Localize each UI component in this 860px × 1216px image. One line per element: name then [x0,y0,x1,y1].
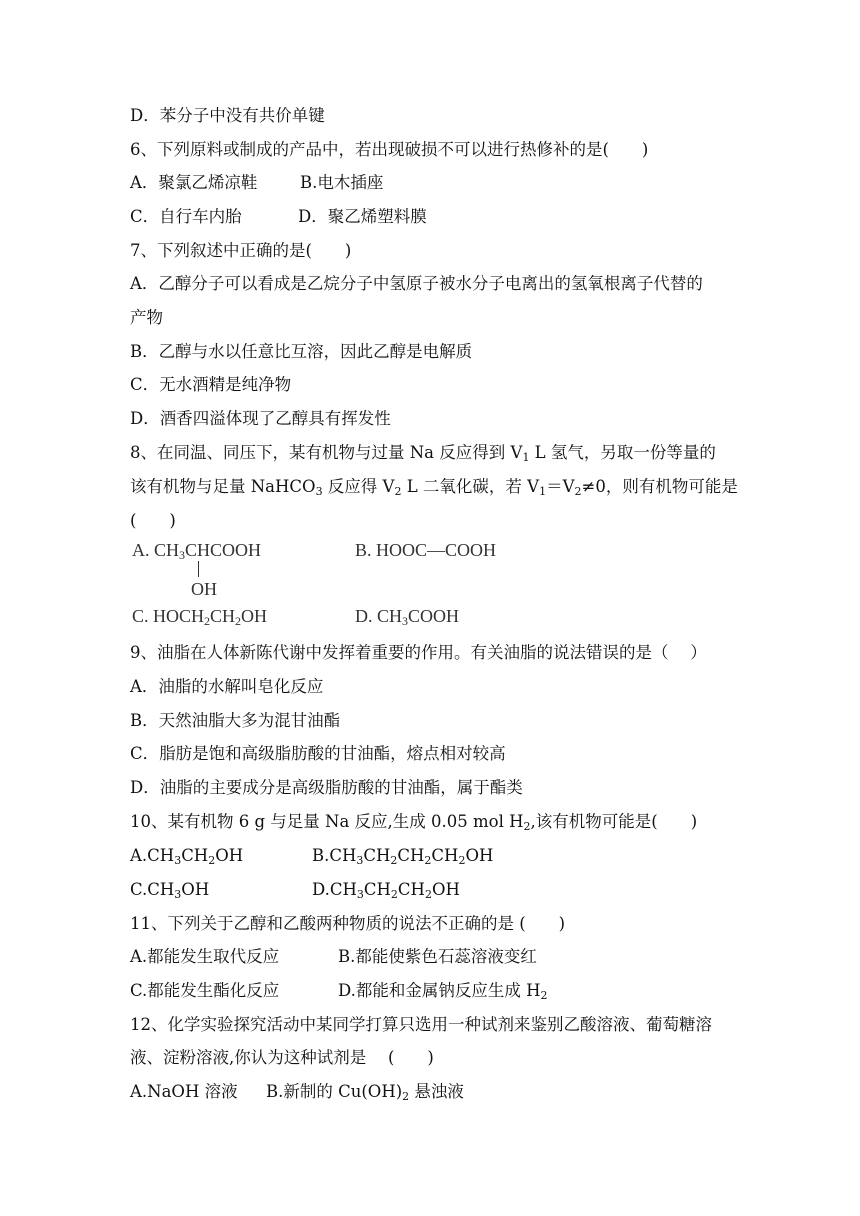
q6-options-cd [130,206,427,228]
subscript: 3 [315,485,323,498]
q9-option-b: B．天然油脂大多为混甘油酯 [130,711,341,730]
text: COOH [408,606,460,626]
subscript: 3 [356,854,364,867]
q10-options-cd [130,879,460,901]
text: A.CH [130,846,175,865]
subscript: 2 [523,820,531,833]
subscript: 2 [394,485,402,498]
text: D.CH [312,880,357,899]
subscript: 2 [424,888,432,901]
q12-option-b [266,1081,464,1103]
subscript: 1 [522,451,530,464]
text: OH [215,846,244,865]
text: L 二氧化碳，若 V [401,477,540,496]
q8-option-c [132,605,267,627]
subscript: 2 [390,888,398,901]
subscript: 3 [174,854,182,867]
text: 8、在同温、同压下，某有机物与过量 Na 反应得到 V [130,443,523,462]
q9-stem: 9、油脂在人体新陈代谢中发挥着重要的作用。有关油脂的说法错误的是（ ） [130,643,707,662]
text: CHCOOH [185,540,262,560]
subscript: 2 [540,989,548,1002]
text: CH [431,846,459,865]
q8-stem-line3: ( ) [130,511,176,530]
text: OH [181,880,210,899]
q10-option-d [312,879,460,901]
subscript: 3 [356,888,364,901]
q8-stem-line2 [130,476,738,498]
q7-option-b: B．乙醇与水以任意比互溶，因此乙醇是电解质 [130,342,473,361]
q12-stem-line1: 12、化学实验探究活动中某同学打算只选用一种试剂来鉴别乙酸溶液、葡萄糖溶 [130,1015,712,1034]
subscript: 2 [204,614,211,628]
text: CH [210,606,236,626]
q7-option-d: D．酒香四溢体现了乙醇具有挥发性 [130,409,391,428]
text: OH [241,606,268,626]
text: CH [397,880,425,899]
q10-option-b [312,845,493,867]
subscript: 2 [574,485,582,498]
q5-option-d: D．苯分子中没有共价单键 [130,106,325,125]
subscript: 2 [402,1090,410,1103]
subscript: 3 [179,548,186,562]
q8-option-d [355,605,459,627]
q6-option-c: C．自行车内胎 [130,207,242,226]
q6-options-ab [130,172,383,194]
subscript: 2 [424,854,432,867]
q8-option-b: B. HOOC—COOH [355,540,497,560]
q9-option-c: C．脂肪是饱和高级脂肪酸的甘油酯，熔点相对较高 [130,744,506,763]
q11-option-b: B.都能使紫色石蕊溶液变红 [338,947,537,966]
q6-option-b: B.电木插座 [300,173,384,192]
q6-stem: 6、下列原料或制成的产品中，若出现破损不可以进行热修补的是( ) [130,140,649,159]
subscript: 3 [402,614,409,628]
text: OH [431,880,460,899]
q10-options-ab [130,845,493,867]
subscript: 2 [458,854,466,867]
text: 10、某有机物 6 g 与足量 Na 反应,生成 0.05 mol H [130,812,524,831]
q9-option-d: D．油脂的主要成分是高级脂肪酸的甘油酯，属于酯类 [130,778,523,797]
text: CH [397,846,425,865]
text: L 氢气，另取一份等量的 [529,443,716,462]
text: 该有机物与足量 NaHCO [130,477,316,496]
text: ,该有机物可能是( ) [530,812,698,831]
q7-option-a-line1: A．乙醇分子可以看成是乙烷分子中氢原子被水分子电离出的氢氧根离子代替的 [130,274,703,293]
q12-option-a: A.NaOH 溶液 [130,1082,238,1101]
text: 反应得 V [322,477,395,496]
subscript: 1 [539,485,547,498]
text: OH [465,846,494,865]
q8-option-a [132,539,261,561]
text: C.CH [130,880,175,899]
q9-option-a: A．油脂的水解叫皂化反应 [130,677,324,696]
text: A. CH [132,540,180,560]
q6-option-d: D．聚乙烯塑料膜 [298,207,427,226]
q10-option-c [130,879,312,901]
q11-option-a: A.都能发生取代反应 [130,947,280,966]
q10-stem [130,811,697,833]
text: D.都能和金属钠反应生成 H [338,981,541,1000]
text: CH [181,846,209,865]
q7-option-a-line2: 产物 [130,308,163,327]
text: D. CH [355,606,403,626]
q11-stem: 11、下列关于乙醇和乙酸两种物质的说法不正确的是 ( ) [130,914,566,933]
q11-options-cd [130,980,548,1002]
text: B.新制的 Cu(OH) [266,1082,403,1101]
q7-stem: 7、下列叙述中正确的是( ) [130,241,352,260]
text: C. HOCH [132,606,205,626]
q10-option-a [130,845,312,867]
text: CH [363,880,391,899]
q7-option-c: C．无水酒精是纯净物 [130,375,292,394]
text: 悬浊液 [409,1082,464,1101]
q6-option-a: A．聚氯乙烯凉鞋 [130,173,258,192]
text: B.CH [312,846,357,865]
single-bond-line [198,561,199,577]
q12-options-ab [130,1081,464,1103]
q8-stem-line1 [130,442,716,464]
q11-option-c: C.都能发生酯化反应 [130,981,280,1000]
q11-option-d [338,980,548,1002]
q12-stem-line2: 液、淀粉溶液,你认为这种试剂是 ( ) [130,1048,434,1067]
text: ＝V [546,477,575,496]
subscript: 2 [235,614,242,628]
q11-options-ab [130,946,537,968]
q8-option-a-hydroxyl: OH [191,579,217,599]
subscript: 2 [208,854,216,867]
text: ≠0，则有机物可能是 [581,477,738,496]
text: CH [363,846,391,865]
subscript: 3 [174,888,182,901]
subscript: 2 [390,854,398,867]
